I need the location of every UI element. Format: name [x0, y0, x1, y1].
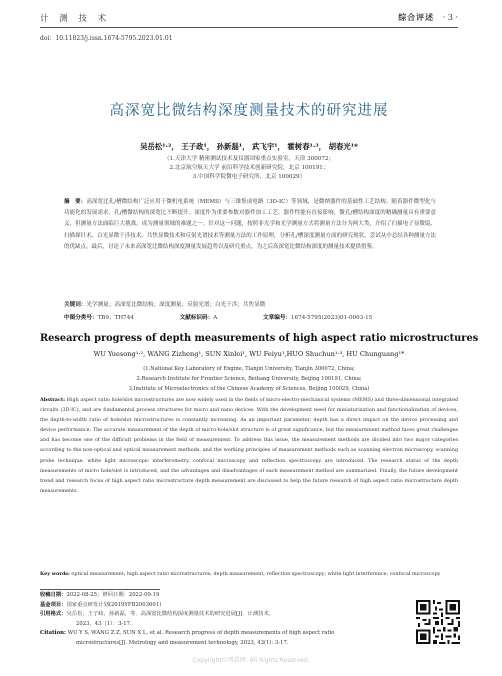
article-metadata: [40, 591, 412, 649]
authors-chinese: 吴岳松¹·²， 王子政¹， 孙新磊¹， 武飞宇¹， 霍树春¹·³， 胡春光¹*: [140, 142, 358, 151]
keywords-text: 光学测量；高深宽比微结构；深度测量；反射光谱；白光干涉；共焦显微: [86, 302, 266, 308]
abstract-label: 摘 要：: [64, 199, 87, 205]
clc-label: 中图分类号：: [64, 315, 98, 321]
article-number-value: 1674-5795(2023)01-0003-15: [291, 315, 373, 321]
keywords-chinese: [64, 300, 436, 308]
affiliation-line: （1.天津大学 精密测试技术及仪器国家重点实验室，天津 300072；: [163, 156, 335, 162]
affiliation-line: 3.中国科学院微电子研究所，北京 100029）: [192, 174, 306, 180]
abstract-chinese: [64, 197, 436, 253]
qr-code-icon[interactable]: [416, 600, 460, 644]
abstract-text: 高深宽比孔/槽微结构广泛应用于微机电系统（MEMS）与三维集成电路（3D-IC）等领域，是微纳器件的基础性工艺结构。随着器件微型化与功能化的发展需求，孔/槽微结构的深宽比不断提升。深度作为重要参数对器件加工工艺、器件性能有直接影响，微孔/槽结构深度的精确测量具有重要意义，但测量方法面临巨大挑战，成为测量领域的难题之一。针对这一问题，按照非光学和光学测量方式将测量方法分为两大类，介绍了扫描电子显微镜、扫描探针术、白光显微干涉技术、共焦显微技术和反射光谱技术等测量方法的工作原理，分析孔/槽深度测量方面的研究现状，尝试从中总结各种测量方法的优缺点。最后，讨论了未来高深宽比微结构深度测量发展趋势以及研究重点，为之后高深宽比微结构深度的测量技术提供借鉴。: [64, 199, 436, 250]
affiliation-line: 3.Institute of Microelectronics of the Chinese Academy of Sciences, Beijing 100029, China): [128, 386, 370, 393]
citation-chinese-cont: 2023，43（1）：3-17.: [76, 620, 132, 627]
affiliations-english: [40, 364, 458, 395]
abstract-text: High aspect ratio hole/slot microstructures are now widely used in the fields of micro-electro-mechanical systems (MEMS) and three-dimensional integrated circuits (3D-IC), and are fundamental process structures for micro and nano devices. With the development need for miniaturization and functionalization of devices, the depth-to-width ratio of hole/slot microstructures is constantly increasing. As an important parameter, depth has a direct impact on the device processing and device performance. The accurate measurement of the depth of micro-hole/slot structure is of great significance, but the measurement method faces great challenges and has become one of the difficult problems in the field of measurement. To address this issue, the measurement methods are divided into two major categories according to the non-optical and optical measurement methods, and the working principles of measurement methods such as scanning electron microscopy, scanning probe technique, white light microscopic interferometry, confocal microscopy and reflection spectroscopy are introduced. The research status of the depth measurements of micro hole/slot is introduced, and the advantages and disadvantages of each measurement method are summarized. Finally, the future development trend and research focus of high aspect ratio microstructure depth measurement are discussed to help the future research of high aspect ratio microstructure depth measurements.: [40, 397, 458, 494]
doc-code-value: A: [213, 315, 218, 321]
clc-value: TB9；TH744: [97, 315, 134, 321]
keywords-english: [40, 569, 458, 579]
header-right: [398, 12, 458, 23]
title-chinese: 高深宽比微结构深度测量技术的研究进展: [109, 103, 389, 119]
doi[interactable]: doi：10.11823/j.issn.1674-5795.2023.01.01: [40, 35, 173, 42]
citation-chinese: 引用格式： 吴岳松，王子政，孙新磊，等．高深宽比微结构深度测量技术的研究进展[J]．计测技术，: [40, 611, 275, 618]
keywords-label: Key words:: [40, 571, 70, 577]
copyright-watermark: Copyright©博看网. All Rights Reserved.: [192, 657, 310, 664]
header-rule: [40, 27, 458, 28]
citation-english-cont: microstructures[J]. Metrology and measurement technology, 2023, 43(1): 3-17.: [76, 639, 289, 646]
classification-chinese: [64, 313, 436, 321]
keywords-label: 关键词：: [64, 302, 87, 308]
keywords-text: optical measurement; high aspect ratio microstructures; depth measurement; reflection spectroscopy; white light interference; confocal microscopy: [71, 571, 441, 577]
abstract-label: Abstract:: [40, 397, 66, 403]
received-date: 收稿日期： 2022-08-25；修回日期：2022-09-19: [40, 592, 160, 598]
affiliation-line: (1.National Key Laboratory of Engine, Tianjin University, Tianjin 300072, China;: [143, 366, 355, 372]
affiliations-chinese: [40, 155, 458, 182]
footnote-rule: [40, 589, 160, 590]
article-number-label: 文章编号：: [263, 315, 292, 321]
authors-english: WU Yuesong¹·², WANG Zizheng¹, SUN Xinlei¹, WU Feiyu¹,HUO Shuchun¹·³, HU Chunguang¹*: [93, 350, 405, 358]
page-number: · 3 ·: [442, 13, 458, 22]
doc-code-label: 文献标识码：: [179, 315, 214, 321]
journal-name: 计 测 技 术: [40, 14, 111, 24]
affiliation-line: 2.北京航空航天大学 前沿科学技术创新研究院，北京 100191；: [169, 165, 329, 171]
fund-project: 基金项目： 国家重点研发计划(2019YFB2003601): [40, 601, 162, 608]
citation-english: Citation: WU Y S, WANG Z Z, SUN X L, et al. Research progress of depth measurements of high aspect ratio: [40, 630, 335, 637]
title-english: Research progress of depth measurements of high aspect ratio microstructures: [40, 333, 479, 344]
affiliation-line: 2.Research Institute for Frontier Science, Beihang University, Beijing 100191, China;: [136, 376, 362, 383]
abstract-english: [40, 395, 458, 496]
section-label: 综合评述: [398, 13, 435, 22]
